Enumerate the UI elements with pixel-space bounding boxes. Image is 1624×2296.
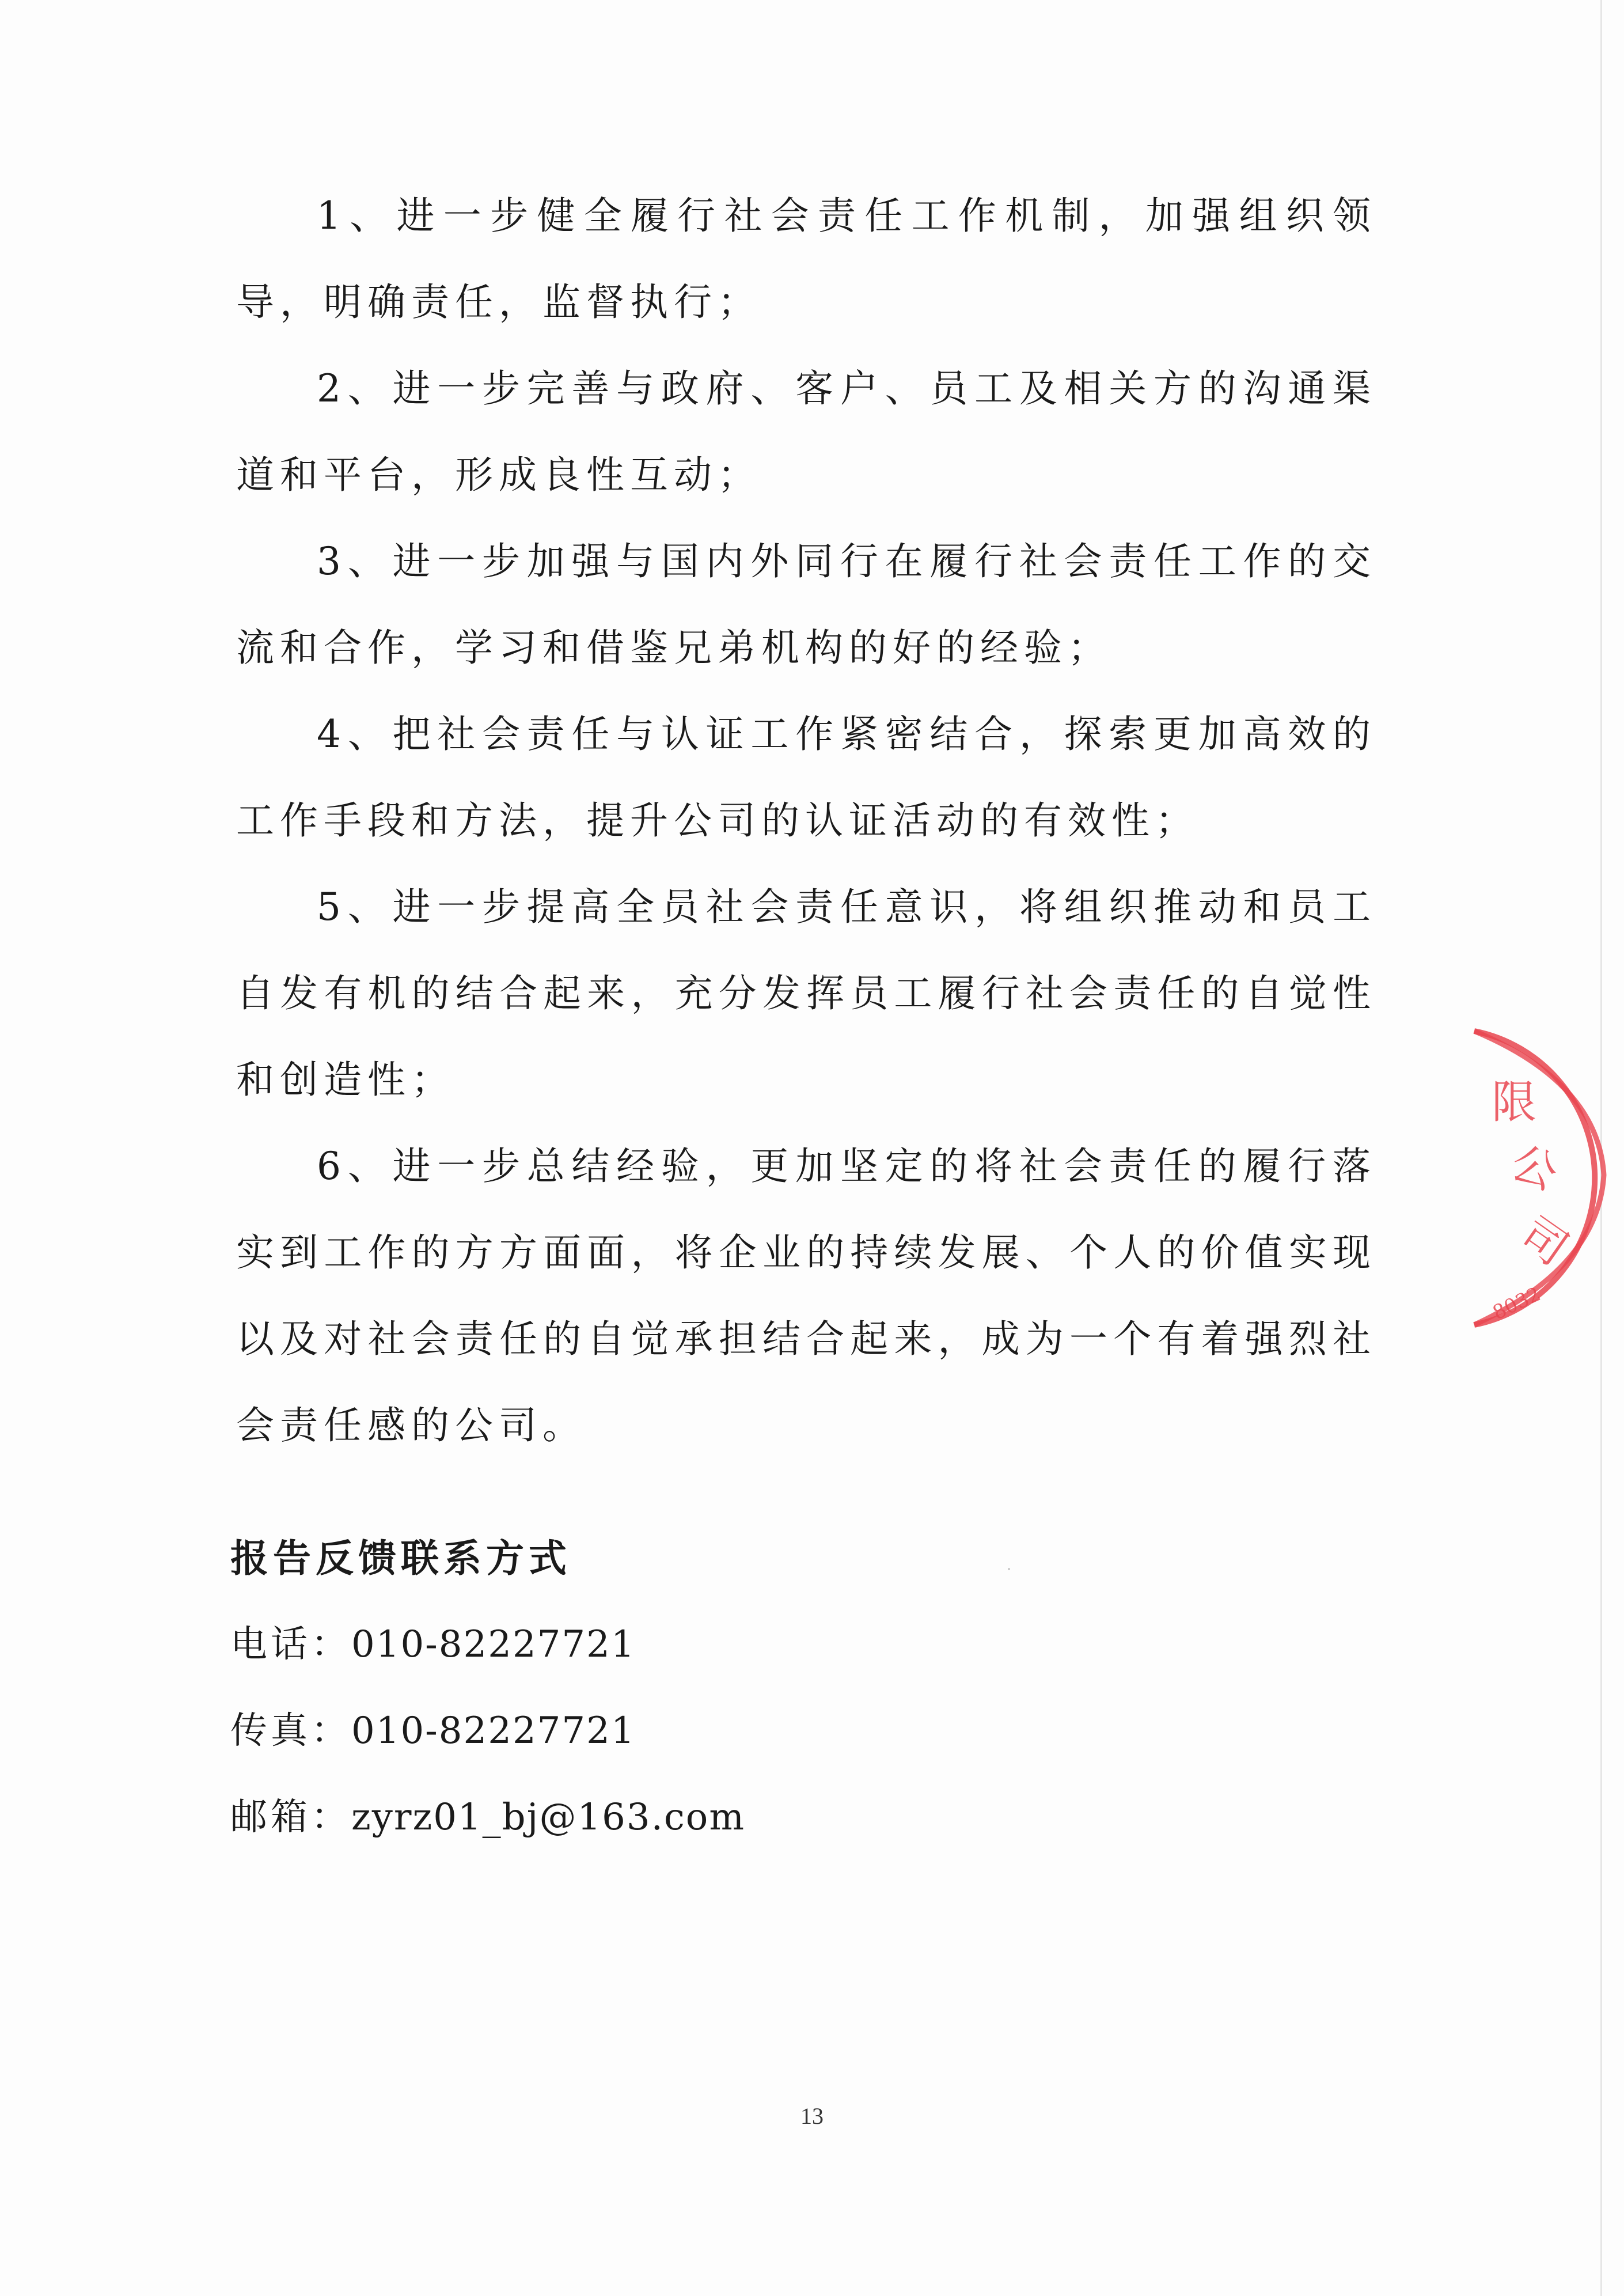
paragraph-3: 3、进一步加强与国内外同行在履行社会责任工作的交流和合作，学习和借鉴兄弟机构的好的经验； [236, 539, 1376, 670]
contact-phone [230, 1616, 1152, 1673]
seal-code: 8032 [1489, 1282, 1545, 1325]
paragraph-2: 2、进一步完善与政府、客户、员工及相关方的沟通渠道和平台，形成良性互动； [236, 366, 1376, 497]
paragraph-5: 5、进一步提高全员社会责任意识，将组织推动和员工自发有机的结合起来，充分发挥员工履行社会责任的自觉性和创造性； [236, 885, 1376, 1102]
fax-label: 传真： [230, 1710, 351, 1752]
contact-fax [230, 1702, 1152, 1760]
paragraph-1: 1、进一步健全履行社会责任工作机制，加强组织领导，明确责任，监督执行； [236, 194, 1376, 324]
page-number: 13 [800, 2103, 824, 2129]
phone-value: 010-82227721 [351, 1623, 636, 1666]
email-label: 邮箱： [230, 1796, 351, 1839]
phone-label: 电话： [230, 1623, 351, 1666]
contact-section [230, 1529, 1152, 1875]
paragraph-6: 6、进一步总结经验，更加坚定的将社会责任的履行落实到工作的方方面面，将企业的持续发展、个人的价值实现以及对社会责任的自觉承担结合起来，成为一个有着强烈社会责任感的公司。 [236, 1144, 1376, 1448]
seal-char-2: 公 [1504, 1136, 1565, 1201]
seal-char-3: 司 [1511, 1207, 1577, 1276]
seal-char-1: 限 [1492, 1077, 1537, 1128]
contact-title: 报告反馈联系方式 [230, 1536, 571, 1581]
paragraph-4: 4、把社会责任与认证工作紧密结合，探索更加高效的工作手段和方法，提升公司的认证活动的有效性； [236, 712, 1376, 843]
email-value: zyrz01_bj@163.com [351, 1796, 745, 1839]
contact-email [230, 1789, 1152, 1846]
fax-value: 010-82227721 [351, 1710, 636, 1752]
company-seal [1457, 1014, 1624, 1336]
body-text [236, 173, 1376, 1469]
